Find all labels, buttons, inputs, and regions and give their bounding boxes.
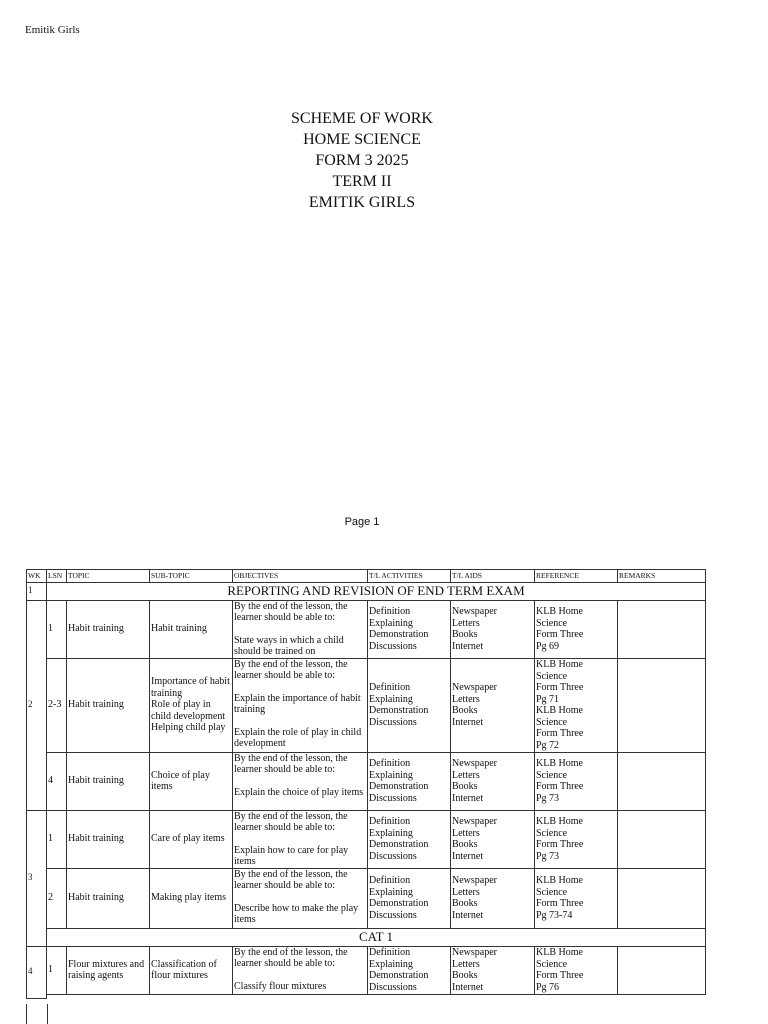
aid-item: Letters [452, 617, 480, 629]
activity-item: Discussions [369, 981, 417, 993]
objectives-intro: By the end of the lesson, the learner should be able to: [234, 752, 348, 775]
objective-item: Explain how to care for play items [234, 844, 349, 867]
aid-item: Letters [452, 769, 480, 781]
activity-item: Definition [369, 816, 411, 827]
activity-item: Discussions [369, 640, 417, 652]
reference-cell [535, 658, 618, 752]
aids-cell [451, 810, 535, 868]
page-number: Page 1 [344, 516, 380, 528]
aid-item: Newspaper [452, 816, 497, 827]
document-header-label: Emitik Girls [25, 24, 80, 36]
objectives-cell [233, 752, 368, 810]
col-header-activities: T/L ACTIVITIES [368, 570, 451, 583]
aid-item: Internet [452, 981, 484, 993]
reference-cell [535, 946, 618, 994]
subtopic-line: Habit training [151, 623, 207, 635]
reference-line: KLB Home [536, 947, 583, 958]
col-header-subtopic: SUB-TOPIC [150, 570, 233, 583]
aid-item: Newspaper [452, 758, 497, 769]
week-number: 4 [27, 946, 47, 998]
subtopic-line: Classification of flour mixtures [151, 958, 217, 981]
subtopic-line: Helping child play [151, 722, 226, 734]
activity-item: Discussions [369, 909, 417, 921]
aid-item: Books [452, 970, 478, 981]
objectives-intro: By the end of the lesson, the learner should be able to: [234, 810, 348, 833]
objective-item: Explain the role of play in child development [234, 726, 362, 749]
objectives-intro: By the end of the lesson, the learner should be able to: [234, 658, 348, 681]
activities-cell [368, 810, 451, 868]
subtopic-line: Making play items [151, 892, 226, 904]
subtopic-cell [150, 810, 233, 868]
col-header-lsn: LSN [47, 570, 67, 583]
lesson-row [27, 752, 706, 810]
reference-line: KLB Home [536, 758, 583, 769]
reference-cell [535, 752, 618, 810]
reference-line: Pg 73 [536, 792, 560, 804]
reference-line: Pg 72 [536, 739, 560, 751]
objective-item: State ways in which a child should be trained on [234, 634, 344, 657]
aid-item: Books [452, 705, 478, 716]
aid-item: Newspaper [452, 947, 497, 958]
activity-item: Definition [369, 875, 411, 886]
topic-cell: Habit training [67, 752, 150, 810]
aid-item: Internet [452, 909, 484, 921]
activity-item: Definition [369, 947, 411, 958]
reference-line: Science [536, 670, 568, 682]
page-break [0, 540, 768, 554]
objectives-intro: By the end of the lesson, the learner should be able to: [234, 868, 348, 891]
title-line: EMITIK GIRLS [308, 194, 416, 211]
title-line: SCHEME OF WORK [291, 110, 433, 127]
activity-item: Demonstration [369, 629, 429, 640]
activity-item: Explaining [369, 958, 413, 970]
lesson-number: 2-3 [47, 658, 67, 752]
subtopic-cell [150, 658, 233, 752]
objectives-cell [233, 810, 368, 868]
title-line: TERM II [332, 173, 392, 190]
title-line: FORM 3 2025 [315, 152, 409, 169]
remarks-cell [618, 600, 706, 658]
lesson-row [27, 946, 706, 994]
lesson-number: 4 [47, 752, 67, 810]
activity-item: Definition [369, 682, 411, 693]
activities-cell [368, 868, 451, 928]
col-header-wk: WK [27, 570, 47, 583]
col-header-topic: TOPIC [67, 570, 150, 583]
objective-item: Explain the importance of habit training [234, 692, 361, 715]
activity-item: Explaining [369, 886, 413, 898]
reference-line: Science [536, 716, 568, 728]
aid-item: Letters [452, 958, 480, 970]
reference-line: Science [536, 958, 568, 970]
col-header-aids: T/L AIDS [451, 570, 535, 583]
aids-cell [451, 946, 535, 994]
reference-line: KLB Home [536, 606, 583, 617]
reference-line: Form Three [536, 898, 584, 909]
reference-line: KLB Home [536, 875, 583, 886]
topic-cell: Flour mixtures and raising agents [67, 946, 150, 994]
lesson-number: 1 [47, 600, 67, 658]
activities-cell [368, 658, 451, 752]
objectives-cell [233, 658, 368, 752]
week-number: 3 [27, 810, 47, 946]
lesson-row [27, 658, 706, 752]
aids-cell [451, 658, 535, 752]
aid-item: Newspaper [452, 606, 497, 617]
objective-item: Explain the choice of play items [234, 786, 364, 798]
reference-line: Form Three [536, 629, 584, 640]
objectives-intro: By the end of the lesson, the learner should be able to: [234, 600, 348, 623]
aid-item: Internet [452, 640, 484, 652]
topic-cell: Habit training [67, 658, 150, 752]
objective-item: Describe how to make the play items [234, 902, 359, 925]
reference-cell [535, 868, 618, 928]
aid-item: Internet [452, 716, 484, 728]
reference-line: Pg 76 [536, 981, 560, 993]
title-block [0, 108, 724, 213]
activity-item: Definition [369, 606, 411, 617]
aid-item: Books [452, 629, 478, 640]
aid-item: Newspaper [452, 875, 497, 886]
activity-item: Demonstration [369, 970, 429, 981]
aid-item: Newspaper [452, 682, 497, 693]
title-line: HOME SCIENCE [303, 131, 421, 148]
topic-cell: Habit training [67, 810, 150, 868]
reference-line: Science [536, 617, 568, 629]
activity-item: Discussions [369, 850, 417, 862]
reference-line: Pg 73-74 [536, 909, 573, 921]
subtopic-cell [150, 868, 233, 928]
lesson-number: 2 [47, 868, 67, 928]
reference-line: KLB Home [536, 659, 583, 670]
activity-item: Definition [369, 758, 411, 769]
activity-item: Explaining [369, 769, 413, 781]
objectives-cell [233, 946, 368, 994]
scheme-of-work-table [26, 569, 706, 999]
reference-line: Science [536, 886, 568, 898]
subtopic-line: Importance of habit training [151, 676, 230, 699]
activity-item: Demonstration [369, 898, 429, 909]
subtopic-line: Role of play in child development [151, 699, 226, 722]
cat-row [27, 928, 706, 946]
reference-cell [535, 810, 618, 868]
aid-item: Letters [452, 693, 480, 705]
reference-line: Form Three [536, 781, 584, 792]
topic-cell: Habit training [67, 600, 150, 658]
activities-cell [368, 600, 451, 658]
week-number: 2 [27, 600, 47, 810]
cat-label: CAT 1 [47, 928, 706, 946]
activity-item: Demonstration [369, 839, 429, 850]
week-1-row [27, 582, 706, 600]
activity-item: Discussions [369, 716, 417, 728]
reference-line: Form Three [536, 839, 584, 850]
reference-line: Science [536, 827, 568, 839]
subtopic-line: Choice of play items [151, 769, 210, 792]
remarks-cell [618, 868, 706, 928]
reference-line: Science [536, 769, 568, 781]
next-page-table-edge [26, 1004, 707, 1024]
reference-line: KLB Home [536, 705, 583, 716]
aid-item: Books [452, 839, 478, 850]
activities-cell [368, 752, 451, 810]
reference-line: Pg 69 [536, 640, 560, 652]
aids-cell [451, 868, 535, 928]
reference-cell [535, 600, 618, 658]
objectives-intro: By the end of the lesson, the learner should be able to: [234, 946, 348, 969]
subtopic-cell [150, 752, 233, 810]
reference-line: Pg 71 [536, 693, 560, 705]
objectives-cell [233, 600, 368, 658]
objective-item: Classify flour mixtures [234, 980, 327, 992]
objectives-cell [233, 868, 368, 928]
reference-line: Form Three [536, 970, 584, 981]
aid-item: Internet [452, 850, 484, 862]
aids-cell [451, 600, 535, 658]
activity-item: Explaining [369, 693, 413, 705]
lesson-row [27, 600, 706, 658]
lesson-row [27, 868, 706, 928]
col-header-objectives: OBJECTIVES [233, 570, 368, 583]
subtopic-cell [150, 946, 233, 994]
continuation-spacer [27, 994, 706, 998]
reference-line: Form Three [536, 682, 584, 693]
reference-line: Pg 73 [536, 850, 560, 862]
lesson-row [27, 810, 706, 868]
col-header-reference: REFERENCE [535, 570, 618, 583]
header-row [27, 570, 706, 583]
week-1-activity: REPORTING AND REVISION OF END TERM EXAM [47, 582, 706, 600]
remarks-cell [618, 946, 706, 994]
col-header-remarks: REMARKS [618, 570, 706, 583]
aid-item: Books [452, 781, 478, 792]
week-number: 1 [27, 582, 47, 600]
topic-cell: Habit training [67, 868, 150, 928]
reference-line: Form Three [536, 728, 584, 739]
activities-cell [368, 946, 451, 994]
reference-line: KLB Home [536, 816, 583, 827]
activity-item: Explaining [369, 617, 413, 629]
activity-item: Demonstration [369, 705, 429, 716]
remarks-cell [618, 810, 706, 868]
aids-cell [451, 752, 535, 810]
activity-item: Discussions [369, 792, 417, 804]
aid-item: Letters [452, 827, 480, 839]
remarks-cell [618, 658, 706, 752]
subtopic-cell [150, 600, 233, 658]
aid-item: Books [452, 898, 478, 909]
subtopic-line: Care of play items [151, 833, 225, 845]
activity-item: Demonstration [369, 781, 429, 792]
activity-item: Explaining [369, 827, 413, 839]
lesson-number: 1 [47, 946, 67, 994]
aid-item: Letters [452, 886, 480, 898]
lesson-number: 1 [47, 810, 67, 868]
remarks-cell [618, 752, 706, 810]
aid-item: Internet [452, 792, 484, 804]
